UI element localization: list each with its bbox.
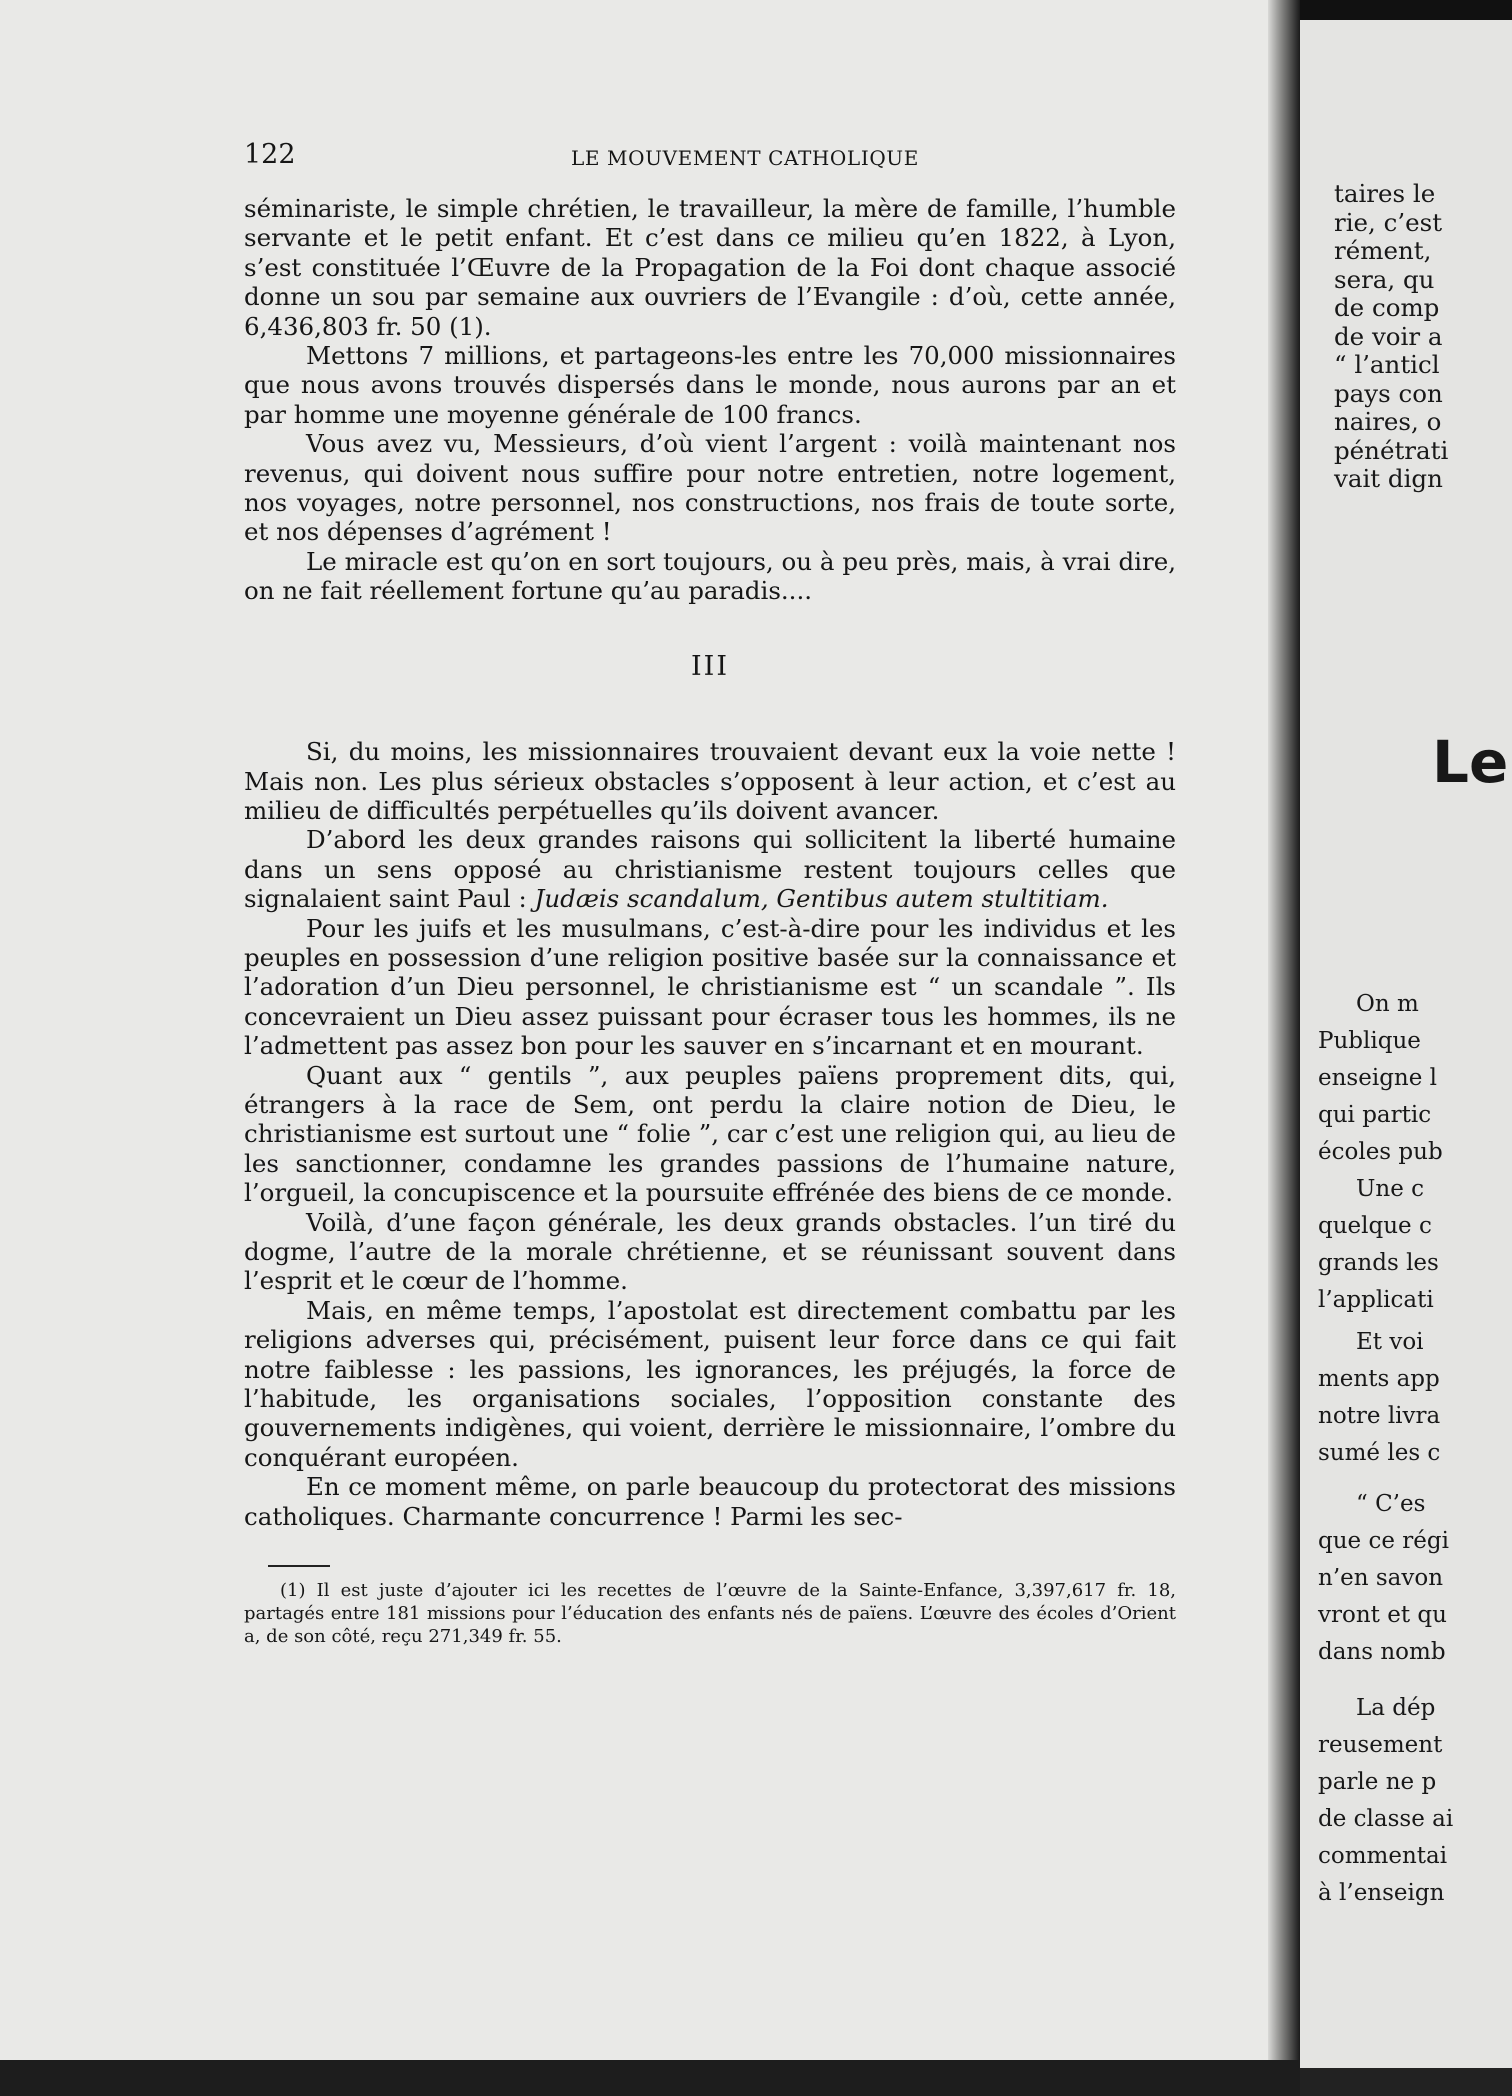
text-line: que ce régi xyxy=(1318,1528,1449,1554)
running-head xyxy=(244,140,1176,180)
paragraph: Pour les juifs et les musulmans, c’est-à-dire pour les individus et les peuples en possession d’une religion positive basée sur la connaissance et l’adoration d’un Dieu personnel, le christianisme est “ un scandale ”. Ils concevraient un Dieu assez puissant pour écraser tous les hommes, ils ne l’admettent pas assez bon pour les sauver en s’incarnant et en mourant. xyxy=(244,913,1176,1061)
text-line: parle ne p xyxy=(1318,1769,1437,1795)
text-line: à l’enseign xyxy=(1318,1880,1445,1906)
paragraph-continuation: séminariste, le simple chrétien, le travailleur, la mère de famille, l’humble servante et le petit enfant. Et c’est dans ce milieu qu’en 1822, à Lyon, s’est constituée l’Œuvre de la Propagation de la Foi dont chaque associé donne un sou par semaine aux ouvriers de l’Evangile : d’où, cette année, 6,436,803 fr. 50 (1). xyxy=(244,194,1176,341)
text-line: “ l’anticl xyxy=(1334,350,1440,379)
footnote-rule xyxy=(268,1565,330,1567)
text-line: quelque c xyxy=(1318,1213,1432,1239)
paragraph: Voilà, d’une façon générale, les deux grands obstacles. l’un tiré du dogme, l’autre de la morale chrétienne, et se réunissant souvent dans l’esprit et le cœur de l’homme. xyxy=(244,1207,1176,1296)
paragraph: Si, du moins, les missionnaires trouvaient devant eux la voie nette ! Mais non. Les plus sérieux obstacles s’opposent à leur action, et c’est au milieu de difficultés perpétuelles qu’ils doivent avancer. xyxy=(244,737,1176,825)
text-line: rément, xyxy=(1334,236,1432,265)
paragraph: En ce moment même, on parle beaucoup du protectorat des missions catholiques. Charmante concurrence ! Parmi les sec- xyxy=(244,1472,1176,1531)
text-line: sumé les c xyxy=(1318,1440,1441,1466)
text-line: naires, o xyxy=(1334,407,1442,436)
chapter-heading: Le xyxy=(1432,728,1509,796)
text-line: enseigne l xyxy=(1318,1065,1438,1091)
text-line: de comp xyxy=(1334,293,1440,322)
page-number: 122 xyxy=(244,139,296,170)
text-line: sera, qu xyxy=(1334,264,1435,294)
text-line: vait dign xyxy=(1334,464,1443,493)
text-line: On m xyxy=(1356,991,1419,1017)
text-line: Publique xyxy=(1318,1028,1421,1054)
right-page xyxy=(1300,0,1512,2096)
footnote: (1) Il est juste d’ajouter ici les recettes de l’œuvre de la Sainte-Enfance, 3,397,617 fr. 18, partagés entre 181 missions pour l’éducation des enfants nés de païens. L’œuvre des écoles d’Orient a, de son côté, reçu 271,349 fr. 55. xyxy=(244,1580,1176,1648)
running-title: LE MOUVEMENT CATHOLIQUE xyxy=(571,146,919,170)
text-line: écoles pub xyxy=(1318,1139,1443,1165)
text-line: dans nomb xyxy=(1318,1639,1446,1665)
paragraph-with-quote xyxy=(244,825,1176,913)
paragraph: Mais, en même temps, l’apostolat est directement combattu par les religions adverses qui, précisément, puisent leur force dans ce qui fait notre faiblesse : les passions, les ignorances, les préjugés, la force de l’habitude, les organisations sociales, l’opposition constante des gouvernements indigènes, qui voient, derrière le missionnaire, l’ombre du conquérant européen. xyxy=(244,1295,1176,1472)
right-page-top-text xyxy=(1334,180,1448,494)
paragraph-text: D’abord les deux grandes raisons qui sollicitent la liberté humaine dans un sens opposé au christianisme restent toujours celles que signalaient saint Paul : xyxy=(244,825,1176,914)
text-line: pénétrati xyxy=(1334,435,1449,465)
text-line: n’en savon xyxy=(1318,1565,1444,1591)
text-line: notre livra xyxy=(1318,1403,1441,1429)
text-line: Une c xyxy=(1356,1176,1425,1202)
text-line: rie, c’est xyxy=(1334,207,1443,237)
book-gutter xyxy=(1268,0,1300,2096)
text-line: grands les xyxy=(1318,1250,1439,1276)
section-heading: III xyxy=(691,650,729,682)
scan-bottom-edge xyxy=(0,2060,1300,2096)
paragraph: Vous avez vu, Messieurs, d’où vient l’argent : voilà maintenant nos revenus, qui doivent nous suffire pour notre entretien, notre logement, nos voyages, notre personnel, nos constructions, nos frais de toute sorte, et nos dépenses d’agrément ! xyxy=(244,429,1176,547)
text-line: l’applicati xyxy=(1318,1287,1434,1313)
paragraph: Mettons 7 millions, et partageons-les entre les 70,000 missionnaires que nous avons trouvés dispersés dans le monde, nous aurons par an et par homme une moyenne générale de 100 francs. xyxy=(244,341,1176,429)
text-line: reusement xyxy=(1318,1732,1443,1758)
page-content xyxy=(244,140,1176,1648)
text-line: vront et qu xyxy=(1318,1602,1447,1628)
text-line: qui partic xyxy=(1318,1102,1432,1128)
paragraph: Le miracle est qu’on en sort toujours, ou à peu près, mais, à vrai dire, on ne fait réellement fortune qu’au paradis.... xyxy=(244,546,1176,606)
text-line: commentai xyxy=(1318,1843,1448,1869)
text-line: La dép xyxy=(1356,1695,1436,1721)
latin-quote: Judæis scandalum, Gentibus autem stultitiam. xyxy=(534,884,1109,914)
scan-bottom-edge-right xyxy=(1300,2068,1512,2096)
text-line: ments app xyxy=(1318,1366,1440,1392)
text-line: Et voi xyxy=(1356,1329,1424,1355)
paragraph: Quant aux “ gentils ”, aux peuples païens proprement dits, qui, étrangers à la race de Sem, ont perdu la claire notion de Dieu, le christianisme est surtout une “ folie ”, car c’est une religion qui, au lieu de les sanctionner, condamne les grandes passions de l’humaine nature, l’orgueil, la concupiscence et la poursuite effrénée des biens de ce monde. xyxy=(244,1060,1176,1208)
text-line: taires le xyxy=(1334,179,1436,208)
text-line: “ C’es xyxy=(1356,1491,1426,1517)
scan-top-edge xyxy=(1300,0,1512,20)
text-line: de voir a xyxy=(1334,321,1443,351)
text-line: pays con xyxy=(1334,378,1443,408)
text-line: de classe ai xyxy=(1318,1806,1454,1832)
